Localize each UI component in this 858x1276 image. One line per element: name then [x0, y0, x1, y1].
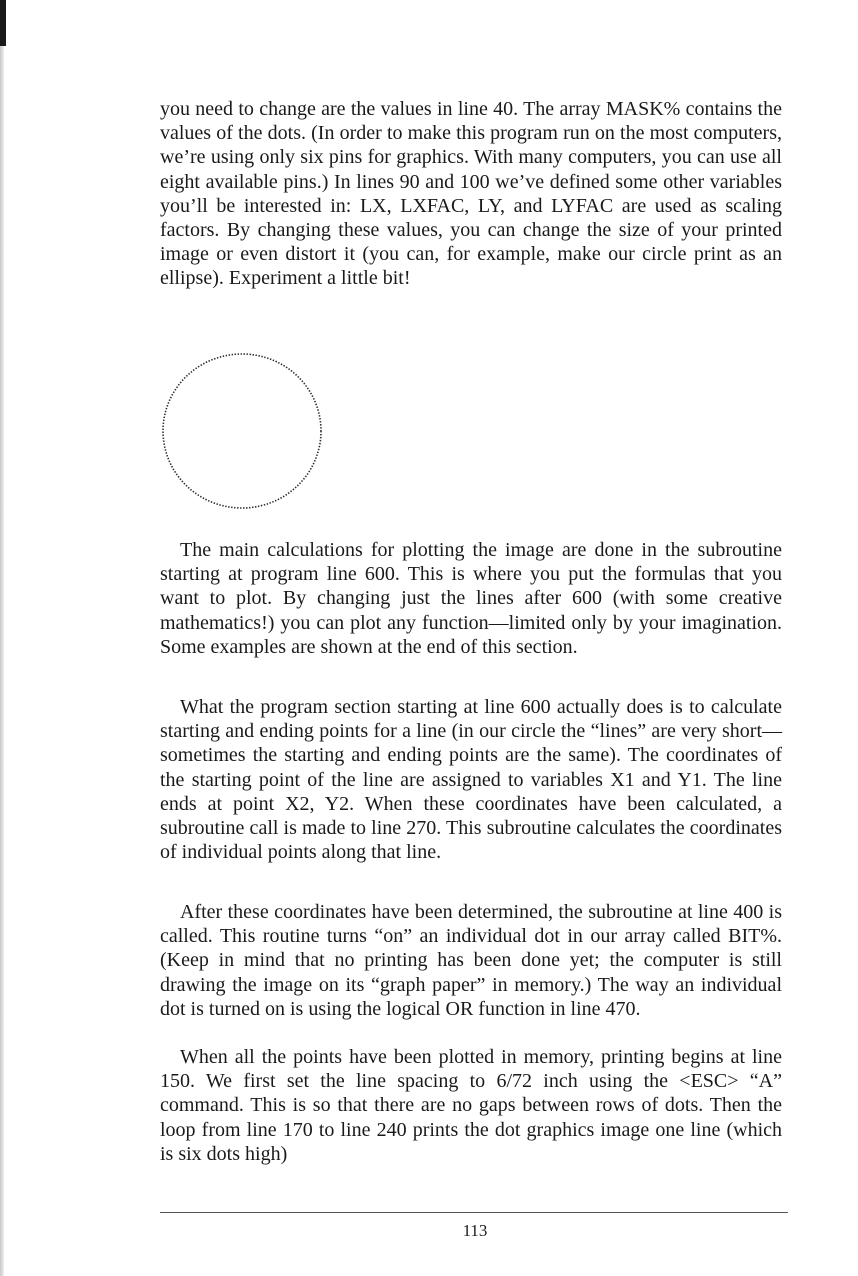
dotted-circle-figure	[158, 348, 338, 518]
paragraph-3: What the program section starting at line 600 actually does is to calculate starting and ending points for a line (in our circle the “lines” are very short—sometimes the starting and ending points are the same). The coordinates of the starting point of the line are assigned to variables X1 and Y1. The line ends at point X2, Y2. When these coordinates have been calculated, a subroutine call is made to line 270. This subroutine calculates the coordinates of individual points along that line.	[160, 696, 782, 864]
page-number: 113	[462, 1221, 488, 1240]
page-binding-edge	[0, 0, 4, 1276]
paragraph-4: After these coordinates have been determined, the subroutine at line 400 is called. This routine turns “on” an individual dot in our array called BIT%. (Keep in mind that no printing has been done yet; the computer is still drawing the image on its “graph paper” in memory.) The way an individual dot is turned on is using the logical OR function in line 470.	[160, 901, 782, 1020]
paragraph-1: you need to change are the values in line 40. The array MASK% contains the values of the dots. (In order to make this program run on the most computers, we’re using only six pins for graphics. With many computers, you can use all eight available pins.) In lines 90 and 100 we’ve defined some other variables you’ll be interested in: LX, LXFAC, LY, and LYFAC are used as scaling factors. By changing these values, you can change the size of your printed image or even distort it (you can, for example, make our circle print as an ellipse). Experiment a little bit!	[160, 98, 782, 290]
footer-rule	[160, 1212, 788, 1213]
paragraph-2: The main calculations for plotting the image are done in the subroutine starting at program line 600. This is where you put the formulas that you want to plot. By changing just the lines after 600 (with some creative mathematics!) you can plot any function—limited only by your imagination. Some examples are shown at the end of this section.	[160, 539, 782, 658]
paragraph-5: When all the points have been plotted in memory, printing begins at line 150. We first set the line spacing to 6/72 inch using the <ESC> “A” command. This is so that there are no gaps between rows of dots. Then the loop from line 170 to line 240 prints the dot graphics image one line (which is six dots high)	[160, 1046, 782, 1165]
binding-mark	[0, 0, 6, 46]
dotted-circle	[163, 354, 321, 508]
